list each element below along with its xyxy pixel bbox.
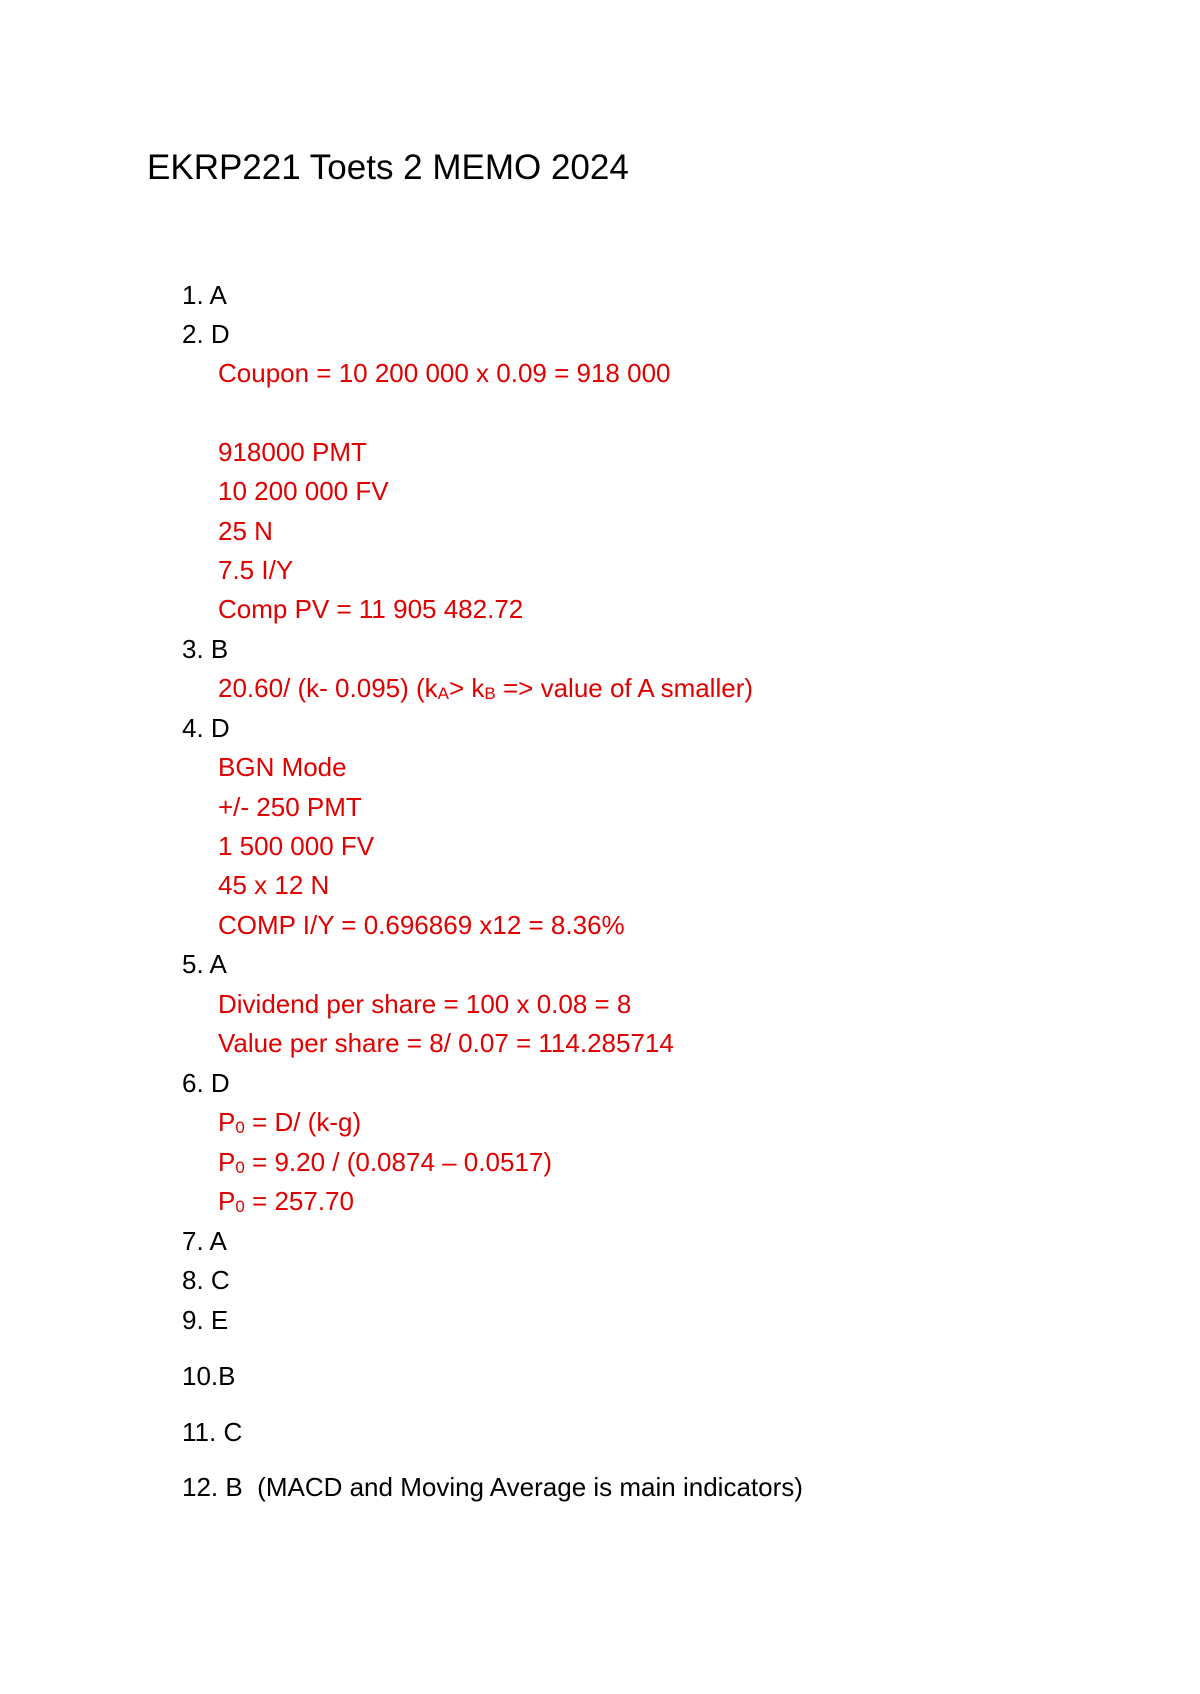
answer-number: 9.: [182, 1305, 204, 1335]
p-subscript: 0: [235, 1118, 245, 1137]
answer-number: 1.: [182, 280, 204, 310]
answer-9: [182, 1304, 228, 1336]
formula-rest: = D/ (k-g): [244, 1107, 362, 1137]
answer-number: 6.: [182, 1068, 204, 1098]
working-line: COMP I/Y = 0.696869 x12 = 8.36%: [218, 910, 625, 940]
answer-letter: A: [209, 949, 227, 979]
formula-rest: = 257.70: [244, 1186, 354, 1216]
answer-5: [182, 948, 227, 980]
answer-number: 3.: [182, 634, 204, 664]
answer-6: [182, 1067, 230, 1099]
answer-number: 5.: [182, 949, 204, 979]
p-symbol: P: [218, 1147, 236, 1177]
working-line: 7.5 I/Y: [218, 555, 294, 585]
formula-suffix: => value of A smaller): [495, 673, 754, 703]
answer-10: 10.B: [182, 1361, 236, 1391]
answer-1: [182, 279, 227, 311]
answer-letter: A: [209, 280, 227, 310]
formula-mid: > k: [449, 673, 485, 703]
answer-letter: C: [210, 1265, 230, 1295]
subscript-b: B: [484, 684, 496, 703]
working-line: [218, 672, 753, 704]
working-line: [218, 1146, 552, 1178]
working-line: [218, 1106, 361, 1138]
subscript-a: A: [437, 684, 449, 703]
working-line: Comp PV = 11 905 482.72: [218, 594, 524, 624]
answer-8: [182, 1264, 230, 1296]
p-subscript: 0: [235, 1158, 245, 1177]
working-line: Value per share = 8/ 0.07 = 114.285714: [218, 1028, 674, 1058]
answer-2: [182, 318, 230, 350]
p-symbol: P: [218, 1186, 236, 1216]
formula-rest: = 9.20 / (0.0874 – 0.0517): [244, 1147, 552, 1177]
working-line: 25 N: [218, 516, 273, 546]
working-line: 10 200 000 FV: [218, 476, 389, 506]
answer-letter: E: [210, 1305, 229, 1335]
answer-number: 2.: [182, 319, 204, 349]
answer-number: 4.: [182, 713, 204, 743]
answer-letter: D: [210, 319, 230, 349]
working-line: [218, 1185, 354, 1217]
answer-letter: A: [209, 1226, 227, 1256]
answer-12: 12. B (MACD and Moving Average is main indicators): [182, 1472, 803, 1502]
working-line: +/- 250 PMT: [218, 792, 362, 822]
working-line: Dividend per share = 100 x 0.08 = 8: [218, 989, 632, 1019]
document-title: EKRP221 Toets 2 MEMO 2024: [147, 148, 629, 187]
answer-letter: D: [210, 1068, 230, 1098]
working-line: Coupon = 10 200 000 x 0.09 = 918 000: [218, 358, 671, 388]
working-line: 45 x 12 N: [218, 870, 330, 900]
answer-3: [182, 633, 228, 665]
answer-number: 8.: [182, 1265, 204, 1295]
working-line: 1 500 000 FV: [218, 831, 375, 861]
answer-letter: B: [210, 634, 229, 664]
working-line: BGN Mode: [218, 752, 347, 782]
answer-number: 7.: [182, 1226, 204, 1256]
answer-letter: D: [210, 713, 230, 743]
answer-4: [182, 712, 230, 744]
formula-prefix: 20.60/ (k- 0.095) (k: [218, 673, 438, 703]
p-subscript: 0: [235, 1197, 245, 1216]
p-symbol: P: [218, 1107, 236, 1137]
answer-11: 11. C: [182, 1417, 243, 1447]
working-line: 918000 PMT: [218, 437, 367, 467]
answer-7: [182, 1225, 227, 1257]
